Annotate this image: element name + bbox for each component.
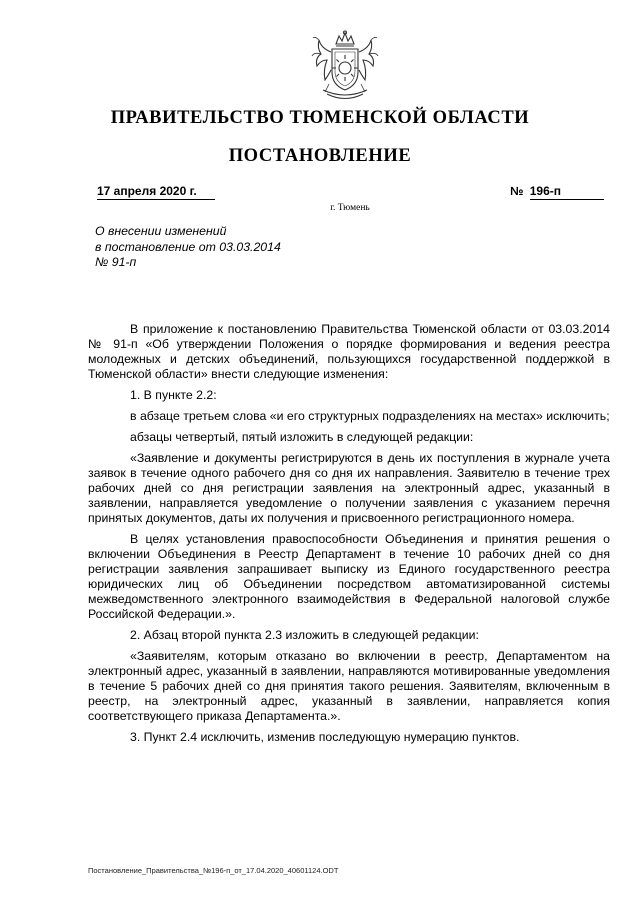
city-label: г. Тюмень — [330, 203, 370, 213]
paragraph: «Заявителям, которым отказано во включении в реестр, Департаментом на электронный адрес, указанный в заявлении, направляются мотивированные уведомления в течение 5 рабочих дней со дня принятия такого решения. Заявителям, включенным в реестр, на электронный адрес, указанный в заявлении, направляется копия соответствующего приказа Департамента.». — [88, 649, 610, 723]
paragraph: 3. Пункт 2.4 исключить, изменив последующую нумерацию пунктов. — [130, 730, 520, 744]
footer-filename: Постановление_Правительства_№196-п_от_17.04.2020_40601124.ODT — [88, 866, 339, 875]
paragraph: 1. В пункте 2.2: — [130, 388, 217, 402]
paragraph: 2. Абзац второй пункта 2.3 изложить в следующей редакции: — [130, 628, 479, 642]
paragraph: в абзаце третьем слова «и его структурных подразделениях на местах» исключить; — [130, 409, 610, 423]
paragraph: В приложение к постановлению Правительства Тюменской области от 03.03.2014 № 91-п «Об утверждении Положения о порядке формирования и ведения реестра молодежных и детских объединений, пользующихся государственной поддержкой в Тюменской области» внести следующие изменения: — [88, 322, 610, 381]
decree-body — [88, 322, 610, 745]
government-title: ПРАВИТЕЛЬСТВО ТЮМЕНСКОЙ ОБЛАСТИ — [110, 108, 530, 128]
subject-line: № 91-п — [95, 255, 137, 269]
number-sign: № — [510, 184, 524, 198]
subject-line: О внесении изменений — [95, 224, 227, 238]
decree-number-block — [510, 184, 604, 200]
decree-date: 17 апреля 2020 г. — [97, 184, 215, 200]
decree-subject — [95, 224, 281, 271]
coat-of-arms-icon — [309, 30, 381, 104]
paragraph: «Заявление и документы регистрируются в день их поступления в журнале учета заявок в течение одного рабочего дня со дня их направления. Заявителю в течение трех рабочих дней со дня регистрации заявления на электронный адрес, указанный в заявлении, направляется уведомление о получении заявления с указанием перечня принятых документов, даты их получения и присвоенного регистрационного номера. — [88, 451, 610, 525]
paragraph: абзацы четвертый, пятый изложить в следующей редакции: — [130, 430, 474, 444]
decree-number: 196-п — [530, 184, 604, 200]
paragraph: В целях установления правоспособности Объединения и принятия решения о включении Объединения в Реестр Департамент в течение 10 рабочих дней со дня регистрации заявления запрашивает выписку из Единого государственного реестра юридических лиц об Объединении посредством автоматизированной системы межведомственного электронного взаимодействия в Федеральной налоговой службе Российской Федерации.». — [88, 532, 610, 621]
document-type: ПОСТАНОВЛЕНИЕ — [228, 146, 412, 166]
subject-line: в постановление от 03.03.2014 — [95, 239, 281, 254]
